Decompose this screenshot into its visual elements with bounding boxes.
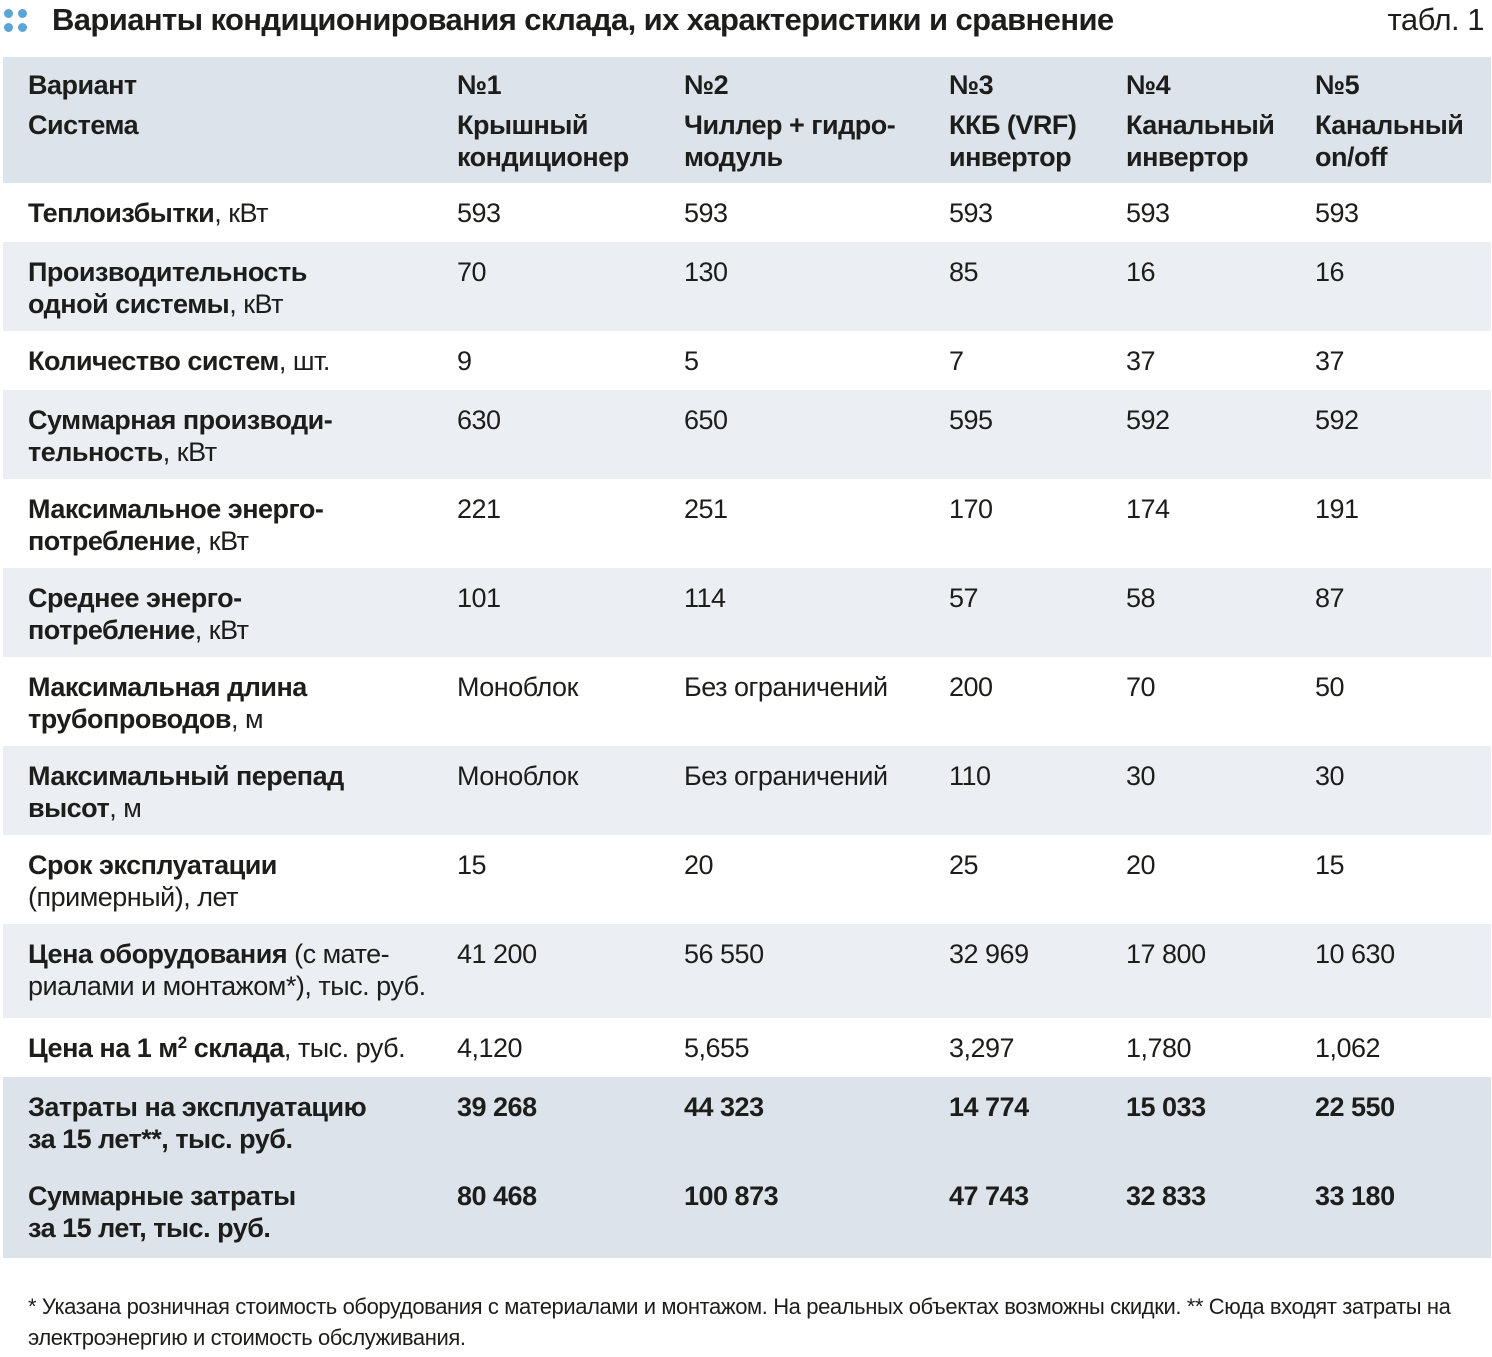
row-label-line: Максимальный перепад bbox=[28, 761, 344, 791]
table-cell: 15 bbox=[457, 835, 684, 924]
table-cell: 10 630 bbox=[1315, 924, 1491, 1018]
table-cell bbox=[457, 1166, 684, 1258]
table-row bbox=[3, 1018, 1491, 1077]
row-label-line: Цена на 1 м bbox=[28, 1033, 178, 1063]
table-cell: 37 bbox=[1126, 331, 1315, 390]
table-cell: 595 bbox=[949, 390, 1126, 479]
unit: , кВт bbox=[214, 198, 268, 228]
summary-value: 15 033 bbox=[1126, 1092, 1206, 1122]
header-cell bbox=[949, 57, 1126, 109]
table-cell: Моноблок bbox=[457, 746, 684, 835]
row-label-line: потребление bbox=[28, 615, 195, 645]
system-name-line: Крышный bbox=[457, 110, 588, 140]
table-cell bbox=[1126, 1166, 1315, 1258]
row-label-line: за 15 лет**, тыс. руб. bbox=[28, 1124, 293, 1154]
header-cell bbox=[1315, 57, 1491, 109]
table-cell: 191 bbox=[1315, 479, 1491, 568]
header-row-system bbox=[3, 109, 1491, 183]
table-cell: 170 bbox=[949, 479, 1126, 568]
table-cell: 174 bbox=[1126, 479, 1315, 568]
system-name-line: ККБ (VRF) bbox=[949, 110, 1077, 140]
table-cell bbox=[949, 1166, 1126, 1258]
row-label-line: за 15 лет, тыс. руб. bbox=[28, 1213, 271, 1243]
summary-value: 100 873 bbox=[684, 1181, 779, 1211]
summary-row bbox=[3, 1166, 1491, 1258]
table-cell: 57 bbox=[949, 568, 1126, 657]
row-label bbox=[3, 924, 457, 1018]
row-label-line: Цена оборудования bbox=[28, 939, 288, 969]
row-label-line: одной системы bbox=[28, 289, 230, 319]
table-cell bbox=[1315, 1166, 1491, 1258]
summary-value: 47 743 bbox=[949, 1181, 1029, 1211]
table-cell: 50 bbox=[1315, 657, 1491, 746]
table-row bbox=[3, 835, 1491, 924]
header-row-variant bbox=[3, 57, 1491, 109]
unit: , м bbox=[230, 704, 264, 734]
table-cell: 221 bbox=[457, 479, 684, 568]
table-cell: 4,120 bbox=[457, 1018, 684, 1077]
superscript: 2 bbox=[177, 1033, 187, 1052]
table-cell: 5 bbox=[684, 331, 949, 390]
footnote: * Указана розничная стоимость оборудования с материалами и монтажом. На реальных объектах возможны скидки. ** Сюда входят затраты на электроэнергию и стоимость обслуживания. bbox=[28, 1294, 1451, 1350]
unit: , кВт bbox=[162, 437, 217, 467]
table-cell: 41 200 bbox=[457, 924, 684, 1018]
row-label-line: Производительность bbox=[28, 257, 307, 287]
table-title: Варианты кондиционирования склада, их характеристики и сравнение bbox=[52, 2, 1114, 37]
summary-value: 44 323 bbox=[684, 1092, 764, 1122]
table-cell: 3,297 bbox=[949, 1018, 1126, 1077]
table-row bbox=[3, 331, 1491, 390]
header-cell bbox=[457, 109, 684, 183]
table-cell: 593 bbox=[684, 183, 949, 242]
table-cell: Без ограничений bbox=[684, 746, 949, 835]
row-label bbox=[3, 1166, 457, 1258]
row-label-line: Максимальное энерго- bbox=[28, 494, 324, 524]
table-cell: 5,655 bbox=[684, 1018, 949, 1077]
table-cell bbox=[1315, 1077, 1491, 1166]
row-label bbox=[3, 657, 457, 746]
summary-row bbox=[3, 1077, 1491, 1166]
table-cell: 101 bbox=[457, 568, 684, 657]
unit: , тыс. руб. bbox=[283, 1033, 406, 1063]
table-cell: 16 bbox=[1126, 242, 1315, 331]
header-cell bbox=[1126, 109, 1315, 183]
system-name-line: Канальный bbox=[1126, 110, 1275, 140]
table-cell: 15 bbox=[1315, 835, 1491, 924]
row-label-line: тельность bbox=[28, 437, 163, 467]
header-cell bbox=[684, 57, 949, 109]
variant-number: №1 bbox=[457, 70, 502, 100]
table-cell: 70 bbox=[1126, 657, 1315, 746]
summary-value: 80 468 bbox=[457, 1181, 537, 1211]
system-name-line: модуль bbox=[684, 142, 783, 172]
table-cell: Моноблок bbox=[457, 657, 684, 746]
unit: , кВт bbox=[194, 526, 249, 556]
table-row bbox=[3, 183, 1491, 242]
variant-number: №4 bbox=[1126, 70, 1171, 100]
table-cell: 25 bbox=[949, 835, 1126, 924]
table-cell: Без ограничений bbox=[684, 657, 949, 746]
row-label bbox=[3, 835, 457, 924]
table-cell: 200 bbox=[949, 657, 1126, 746]
table-cell bbox=[457, 1077, 684, 1166]
table-cell: 20 bbox=[684, 835, 949, 924]
system-label: Система bbox=[28, 110, 139, 140]
row-label-line: потребление bbox=[28, 526, 195, 556]
unit: (с мате- bbox=[287, 939, 390, 969]
table-cell: 592 bbox=[1315, 390, 1491, 479]
row-label-line: Максимальная длина bbox=[28, 672, 307, 702]
header-cell bbox=[1126, 57, 1315, 109]
system-name-line: кондиционер bbox=[457, 142, 629, 172]
summary-value: 32 833 bbox=[1126, 1181, 1206, 1211]
system-name-line: Канальный bbox=[1315, 110, 1464, 140]
row-label bbox=[3, 242, 457, 331]
system-name-line: on/off bbox=[1315, 142, 1387, 172]
table-row bbox=[3, 479, 1491, 568]
table-cell: 30 bbox=[1315, 746, 1491, 835]
unit: риалами и монтажом*), тыс. руб. bbox=[28, 971, 426, 1001]
system-name-line: инвертор bbox=[1126, 142, 1249, 172]
table-header-bar bbox=[0, 0, 1492, 48]
table-cell bbox=[684, 1077, 949, 1166]
table-row bbox=[3, 568, 1491, 657]
table-cell: 593 bbox=[1126, 183, 1315, 242]
unit: , кВт bbox=[194, 615, 249, 645]
row-label-line: Суммарные затраты bbox=[28, 1181, 296, 1211]
table-cell: 114 bbox=[684, 568, 949, 657]
row-label bbox=[3, 390, 457, 479]
row-label-line: Среднее энерго- bbox=[28, 583, 242, 613]
unit: , м bbox=[109, 793, 142, 823]
table-cell: 85 bbox=[949, 242, 1126, 331]
table-cell: 130 bbox=[684, 242, 949, 331]
table-cell: 593 bbox=[1315, 183, 1491, 242]
header-cell bbox=[3, 57, 457, 109]
table-cell: 37 bbox=[1315, 331, 1491, 390]
table-cell: 110 bbox=[949, 746, 1126, 835]
row-label-line: Затраты на эксплуатацию bbox=[28, 1092, 367, 1122]
table-cell: 17 800 bbox=[1126, 924, 1315, 1018]
row-label-line: Количество систем bbox=[28, 346, 279, 376]
table-cell: 70 bbox=[457, 242, 684, 331]
summary-value: 14 774 bbox=[949, 1092, 1029, 1122]
row-label bbox=[3, 568, 457, 657]
table-cell: 592 bbox=[1126, 390, 1315, 479]
row-label-line: склада bbox=[186, 1033, 284, 1063]
row-label bbox=[3, 746, 457, 835]
table-row bbox=[3, 390, 1491, 479]
system-name-line: инвертор bbox=[949, 142, 1072, 172]
table-cell: 630 bbox=[457, 390, 684, 479]
variant-number: №3 bbox=[949, 70, 994, 100]
system-name-line: Чиллер + гидро- bbox=[684, 110, 896, 140]
table-cell bbox=[949, 1077, 1126, 1166]
summary-value: 22 550 bbox=[1315, 1092, 1395, 1122]
header-cell bbox=[949, 109, 1126, 183]
variant-number: №2 bbox=[684, 70, 729, 100]
table-cell: 58 bbox=[1126, 568, 1315, 657]
table-cell: 251 bbox=[684, 479, 949, 568]
row-label bbox=[3, 1077, 457, 1166]
row-label bbox=[3, 331, 457, 390]
table-cell: 87 bbox=[1315, 568, 1491, 657]
row-label bbox=[3, 479, 457, 568]
table-row bbox=[3, 242, 1491, 331]
table-cell: 593 bbox=[457, 183, 684, 242]
table-cell: 593 bbox=[949, 183, 1126, 242]
header-cell bbox=[457, 57, 684, 109]
table-cell: 1,062 bbox=[1315, 1018, 1491, 1077]
comparison-table bbox=[3, 57, 1491, 1258]
summary-value: 39 268 bbox=[457, 1092, 537, 1122]
variant-number: №5 bbox=[1315, 70, 1360, 100]
table-number: табл. 1 bbox=[1387, 2, 1484, 37]
header-cell bbox=[3, 109, 457, 183]
bullet-dots-icon bbox=[4, 9, 28, 33]
table-cell: 9 bbox=[457, 331, 684, 390]
table-cell: 32 969 bbox=[949, 924, 1126, 1018]
table-row bbox=[3, 924, 1491, 1018]
unit: , кВт bbox=[229, 289, 284, 319]
row-label-line: высот bbox=[28, 793, 110, 823]
table-cell: 7 bbox=[949, 331, 1126, 390]
row-label bbox=[3, 1018, 457, 1077]
row-label-line: Суммарная производи- bbox=[28, 405, 333, 435]
table-cell: 16 bbox=[1315, 242, 1491, 331]
table-cell bbox=[1126, 1077, 1315, 1166]
summary-value: 33 180 bbox=[1315, 1181, 1395, 1211]
unit: (примерный), лет bbox=[28, 882, 238, 912]
table-cell: 1,780 bbox=[1126, 1018, 1315, 1077]
row-label-line: Срок эксплуатации bbox=[28, 850, 277, 880]
table-cell: 30 bbox=[1126, 746, 1315, 835]
header-cell bbox=[684, 109, 949, 183]
row-label-line: Теплоизбытки bbox=[28, 198, 215, 228]
row-label-line: трубопроводов bbox=[28, 704, 231, 734]
table-row bbox=[3, 657, 1491, 746]
table-cell: 650 bbox=[684, 390, 949, 479]
table-cell: 56 550 bbox=[684, 924, 949, 1018]
unit: , шт. bbox=[278, 346, 330, 376]
row-label bbox=[3, 183, 457, 242]
table-cell bbox=[684, 1166, 949, 1258]
table-cell: 20 bbox=[1126, 835, 1315, 924]
header-cell bbox=[1315, 109, 1491, 183]
variant-label: Вариант bbox=[28, 70, 137, 100]
table-row bbox=[3, 746, 1491, 835]
